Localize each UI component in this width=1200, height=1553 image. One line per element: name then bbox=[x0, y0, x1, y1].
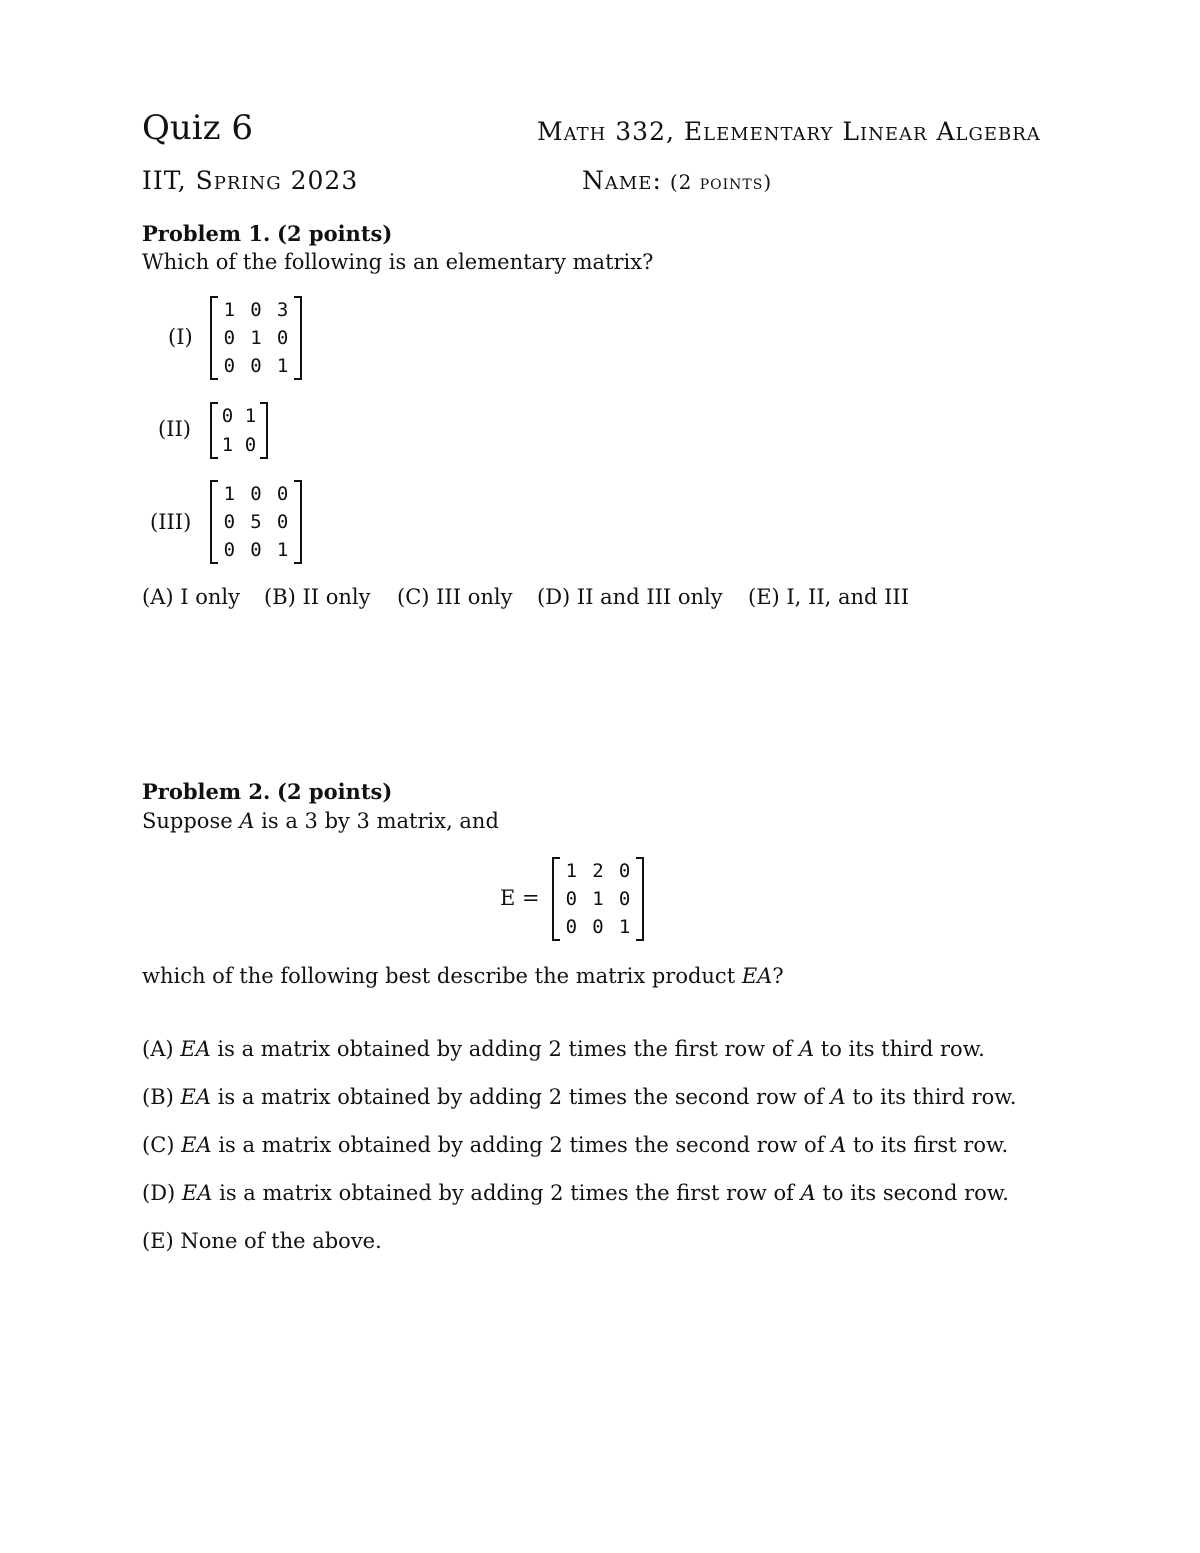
choice-e: (E) I, II, and III bbox=[748, 585, 910, 609]
course-title: Math 332, Elementary Linear Algebra bbox=[537, 117, 1041, 146]
name-points: (2 points) bbox=[669, 170, 773, 194]
matrix-i-cell: 0 bbox=[276, 327, 289, 349]
matrix-e-label: E = bbox=[500, 886, 540, 910]
matrix-iii bbox=[210, 480, 302, 564]
matrix-e-cell: 0 bbox=[565, 888, 578, 910]
problem-2-question: which of the following best describe the matrix product EA? bbox=[142, 964, 784, 988]
term: IIT, Spring 2023 bbox=[142, 166, 359, 195]
matrix-i-cell: 0 bbox=[250, 299, 262, 321]
option-ii-label: (II) bbox=[158, 417, 191, 441]
matrix-iii-cell: 0 bbox=[250, 483, 262, 505]
answer-b: (B) EA is a matrix obtained by adding 2 times the second row of A to its third row. bbox=[142, 1085, 1017, 1109]
matrix-i bbox=[210, 296, 302, 380]
matrix-e-cell: 2 bbox=[592, 860, 604, 882]
matrix-e-cell: 1 bbox=[565, 860, 578, 882]
matrix-iii-cell: 0 bbox=[276, 483, 289, 505]
name-label: Name: bbox=[582, 166, 662, 195]
matrix-e-cell: 1 bbox=[592, 888, 604, 910]
matrix-i-cell: 1 bbox=[276, 355, 289, 377]
matrix-i-cell: 3 bbox=[276, 299, 289, 321]
matrix-ii-cell: 0 bbox=[221, 405, 234, 428]
matrix-iii-cell: 1 bbox=[276, 539, 289, 561]
choice-d: (D) II and III only bbox=[537, 585, 723, 609]
problem-1-heading bbox=[142, 221, 392, 246]
matrix-iii-cell: 0 bbox=[276, 511, 289, 533]
matrix-e-cell: 0 bbox=[592, 916, 604, 938]
matrix-ii-cell: 0 bbox=[244, 433, 257, 456]
problem-2-heading bbox=[142, 779, 392, 804]
problem-2-label: Problem 2. bbox=[142, 779, 271, 804]
name-field bbox=[582, 166, 772, 195]
matrix-ii-cell: 1 bbox=[221, 433, 234, 456]
matrix-i-cell: 1 bbox=[250, 327, 262, 349]
matrix-i-cell: 1 bbox=[223, 299, 236, 321]
option-iii-label: (III) bbox=[150, 510, 192, 534]
choice-a: (A) I only bbox=[142, 585, 240, 609]
answer-e: (E) None of the above. bbox=[142, 1229, 382, 1253]
choice-c: (C) III only bbox=[397, 585, 513, 609]
matrix-ii bbox=[210, 402, 268, 459]
matrix-i-cell: 0 bbox=[223, 327, 236, 349]
matrix-iii-cell: 1 bbox=[223, 483, 236, 505]
answer-d: (D) EA is a matrix obtained by adding 2 times the first row of A to its second row. bbox=[142, 1181, 1009, 1205]
problem-1-points: (2 points) bbox=[277, 221, 393, 246]
matrix-e-cell: 1 bbox=[618, 916, 631, 938]
matrix-iii-cell: 0 bbox=[223, 539, 236, 561]
matrix-e-cell: 0 bbox=[565, 916, 578, 938]
quiz-title: Quiz 6 bbox=[142, 108, 253, 148]
matrix-iii-cell: 0 bbox=[250, 539, 262, 561]
matrix-e-cell: 0 bbox=[618, 860, 631, 882]
matrix-ii-cell: 1 bbox=[244, 405, 257, 428]
problem-1-label: Problem 1. bbox=[142, 221, 271, 246]
matrix-iii-cell: 5 bbox=[250, 511, 262, 533]
answer-a: (A) EA is a matrix obtained by adding 2 times the first row of A to its third row. bbox=[142, 1037, 985, 1061]
matrix-e-cell: 0 bbox=[618, 888, 631, 910]
problem-1-question: Which of the following is an elementary matrix? bbox=[142, 250, 654, 274]
matrix-i-cell: 0 bbox=[223, 355, 236, 377]
problem-2-points: (2 points) bbox=[277, 779, 393, 804]
choice-b: (B) II only bbox=[264, 585, 371, 609]
matrix-i-cell: 0 bbox=[250, 355, 262, 377]
option-i-label: (I) bbox=[168, 325, 193, 349]
matrix-iii-cell: 0 bbox=[223, 511, 236, 533]
matrix-e bbox=[552, 857, 644, 941]
problem-2-intro: Suppose A is a 3 by 3 matrix, and bbox=[142, 809, 499, 833]
answer-c: (C) EA is a matrix obtained by adding 2 times the second row of A to its first row. bbox=[142, 1133, 1009, 1157]
